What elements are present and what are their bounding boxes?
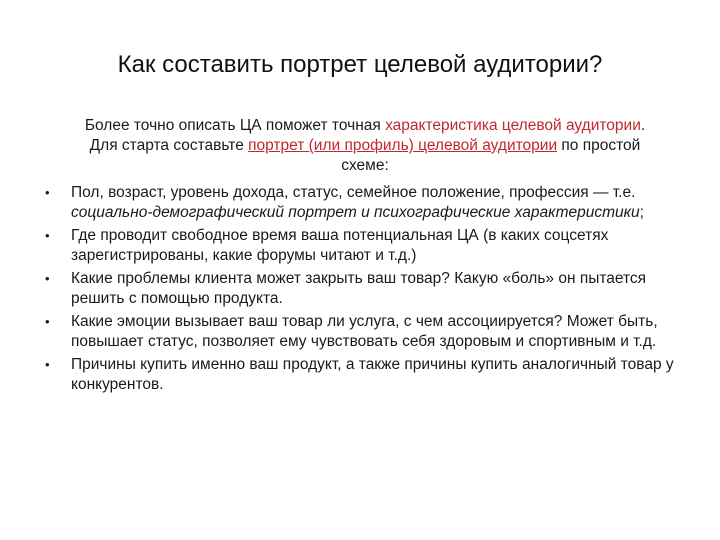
list-item — [45, 355, 685, 395]
bullet-text-end: ; — [639, 204, 644, 221]
bullet-icon: • — [45, 185, 50, 200]
page-title: Как составить портрет целевой аудитории? — [117, 51, 603, 78]
intro-paragraph — [70, 116, 660, 176]
bullet-list — [45, 183, 685, 398]
bullet-text: Пол, возраст, уровень дохода, статус, семейное положение, профессия — т.е. — [71, 184, 636, 201]
bullet-text: Какие проблемы клиента может закрыть ваш товар? Какую «боль» он пытается решить с помощью продукта. — [71, 270, 647, 307]
intro-highlight-characteristic: характеристика целевой аудитории — [385, 117, 641, 134]
list-item — [45, 183, 685, 223]
bullet-icon: • — [45, 357, 50, 372]
intro-text-2: . Для старта составьте — [89, 117, 646, 154]
bullet-text: Какие эмоции вызывает ваш товар ли услуга, с чем ассоциируется? Может быть, повышает статус, позволяет ему чувствовать себя здоровым и спортивным и т.д. — [71, 313, 658, 350]
list-item — [45, 312, 685, 352]
bullet-text: Где проводит свободное время ваша потенциальная ЦА (в каких соцсетях зарегистрированы, какие форумы читают и т.д.) — [71, 227, 609, 264]
intro-text-1: Более точно описать ЦА поможет точная — [84, 117, 386, 134]
intro-text-3: по простой схеме: — [341, 137, 641, 174]
bullet-icon: • — [45, 228, 50, 243]
intro-link-portrait[interactable]: портрет (или профиль) целевой аудитории — [248, 137, 558, 154]
bullet-text-italic: социально-демографический портрет и психографические характеристики — [71, 204, 640, 221]
bullet-icon: • — [45, 314, 50, 329]
list-item — [45, 226, 685, 266]
bullet-text: Причины купить именно ваш продукт, а также причины купить аналогичный товар у конкурентов. — [71, 356, 674, 393]
list-item — [45, 269, 685, 309]
bullet-icon: • — [45, 271, 50, 286]
